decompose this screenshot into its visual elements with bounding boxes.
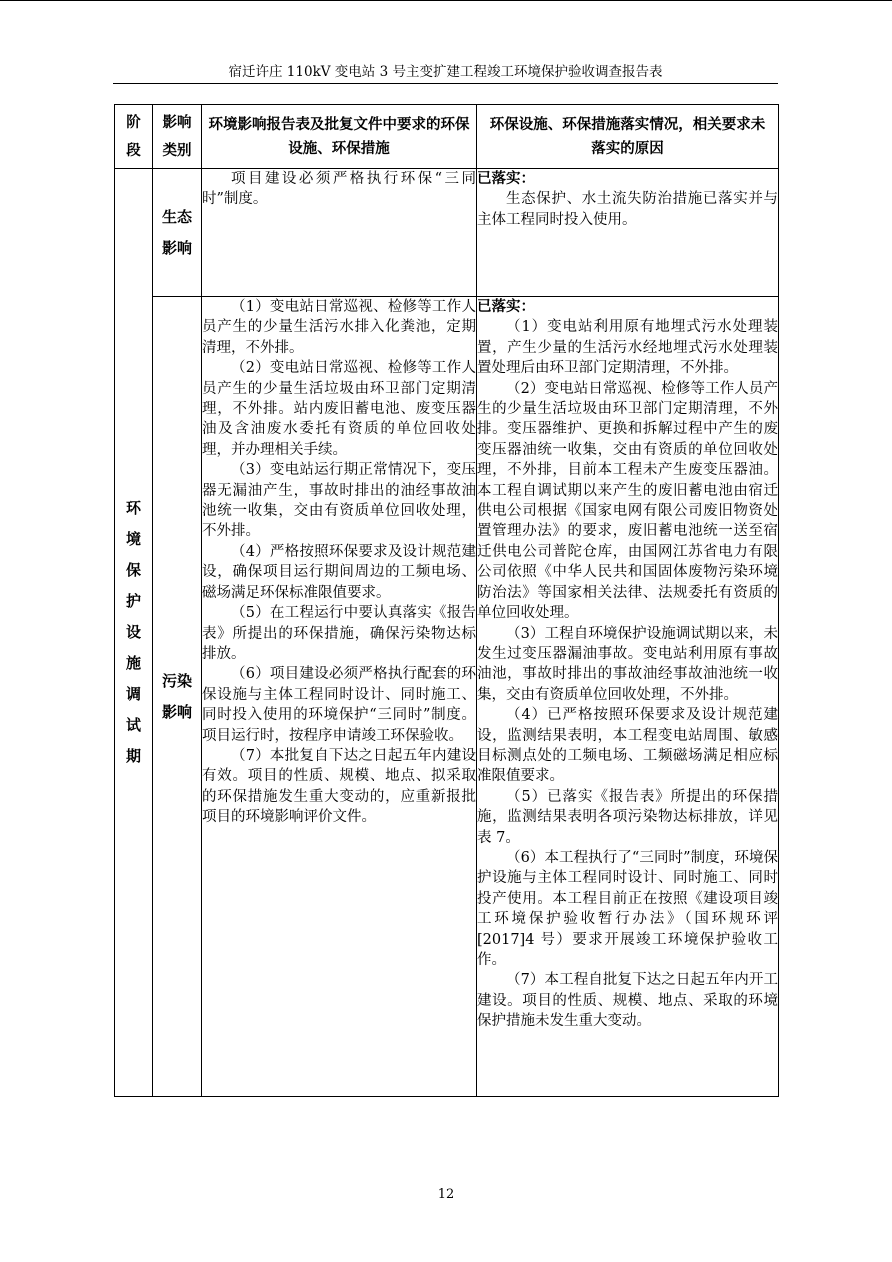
requirement-paragraph: （7）本批复自下达之日起五年内建设有效。项目的性质、规模、地点、拟采取的环保措施发生重大变动的，应重新报批项目的环境影响评价文件。 bbox=[202, 747, 476, 826]
implementation-cell-pollution bbox=[477, 297, 779, 1097]
column-header-requirements: 环境影响报告表及批复文件中要求的环保设施、环保措施 bbox=[202, 105, 477, 169]
implementation-cell-ecology bbox=[477, 169, 779, 297]
requirement-paragraph: 项目建设必须严格执行环保“三同时”制度。 bbox=[202, 171, 476, 208]
requirements-cell-pollution bbox=[202, 297, 477, 1097]
stage-cell bbox=[115, 169, 153, 1097]
page-number: 12 bbox=[437, 1187, 455, 1202]
page-top-border bbox=[0, 0, 892, 1]
category-label: 污染影响 bbox=[161, 671, 192, 721]
environmental-measures-table bbox=[114, 104, 779, 1097]
requirements-cell-ecology bbox=[202, 169, 477, 297]
table-row-ecology bbox=[115, 169, 779, 297]
category-cell-pollution bbox=[153, 297, 202, 1097]
requirement-paragraph: （1）变电站日常巡视、检修等工作人员产生的少量生活污水排入化粪池，定期清理，不外排。 bbox=[202, 299, 476, 356]
implementation-paragraph: （5）已落实《报告表》所提出的环保措施，监测结果表明各项污染物达标排放，详见表 7。 bbox=[477, 788, 778, 846]
implementation-status: 已落实： bbox=[477, 170, 535, 187]
column-header-implementation: 环保设施、环保措施落实情况，相关要求未落实的原因 bbox=[477, 105, 779, 169]
table-row-pollution bbox=[115, 297, 779, 1097]
implementation-paragraph: 生态保护、水土流失防治措施已落实并与主体工程同时投入使用。 bbox=[477, 191, 778, 228]
implementation-paragraph: （3）工程自环境保护设施调试期以来，未发生过变压器漏油事故。变电站利用原有事故油池，事故时排出的事故油经事故油池统一收集，交由有资质单位回收处理，不外排。 bbox=[477, 625, 778, 703]
category-cell-ecology bbox=[153, 169, 202, 297]
column-header-stage: 阶段 bbox=[115, 105, 153, 169]
implementation-paragraph: （2）变电站日常巡视、检修等工作人员产生的少量生活垃圾由环卫部门定期清理，不外排。变压器维护、更换和拆解过程中产生的废变压器油统一收集，交由有资质的单位回收处理，不外排，目前本工程未产生废变压器油。本工程自调试期以来产生的废旧蓄电池由宿迁供电公司根据《国家电网有限公司废旧物资处置管理办法》的要求，废旧蓄电池统一送至宿迁供电公司普陀仓库，由国网江苏省电力有限公司依照《中华人民共和国固体废物污染环境防治法》等国家相关法律、法规委托有资质的单位回收处理。 bbox=[477, 380, 778, 622]
header-rule bbox=[113, 83, 778, 84]
implementation-paragraph: （7）本工程自批复下达之日起五年内开工建设。项目的性质、规模、地点、采取的环境保护措施未发生重大变动。 bbox=[477, 972, 778, 1030]
category-label: 生态影响 bbox=[161, 207, 192, 257]
implementation-status: 已落实： bbox=[477, 298, 535, 315]
document-header-title: 宿迁许庄 110kV 变电站 3 号主变扩建工程竣工环境保护验收调查报告表 bbox=[228, 64, 663, 80]
stage-label: 环境保护设施调试期 bbox=[125, 499, 141, 765]
implementation-paragraph: （6）本工程执行了“三同时”制度，环境保护设施与主体工程同时设计、同时施工、同时投产使用。本工程目前正在按照《建设项目竣工环境保护验收暂行办法》（国环规环评[2017]4 号）要求开展竣工环境保护验收工作。 bbox=[477, 849, 778, 968]
requirement-paragraph: （4）严格按照环保要求及设计规范建设，确保项目运行期间周边的工频电场、磁场满足环保标准限值要求。 bbox=[202, 543, 476, 601]
requirement-paragraph: （5）在工程运行中要认真落实《报告表》所提出的环保措施，确保污染物达标排放。 bbox=[202, 605, 476, 662]
requirement-paragraph: （2）变电站日常巡视、检修等工作人员产生的少量生活垃圾由环卫部门定期清理，不外排。站内废旧蓄电池、废变压器油及含油废水委托有资质的单位回收处理，并办理相关手续。 bbox=[202, 360, 476, 458]
column-header-category: 影响类别 bbox=[153, 105, 202, 169]
requirement-paragraph: （3）变电站运行期正常情况下，变压器无漏油产生，事故时排出的油经事故油池统一收集，交由有资质单位回收处理，不外排。 bbox=[202, 462, 476, 540]
implementation-paragraph: （4）已严格按照环保要求及设计规范建设，监测结果表明，本工程变电站周围、敏感目标测点处的工频电场、工频磁场满足相应标准限值要求。 bbox=[477, 707, 778, 785]
requirement-paragraph: （6）项目建设必须严格执行配套的环保设施与主体工程同时设计、同时施工、同时投入使用的环境保护“三同时”制度。项目运行时，按程序申请竣工环保验收。 bbox=[202, 666, 476, 744]
implementation-paragraph: （1）变电站利用原有地埋式污水处理装置，产生少量的生活污水经地埋式污水处理装置处理后由环卫部门定期清理，不外排。 bbox=[477, 319, 778, 377]
table-header-row bbox=[115, 105, 779, 169]
